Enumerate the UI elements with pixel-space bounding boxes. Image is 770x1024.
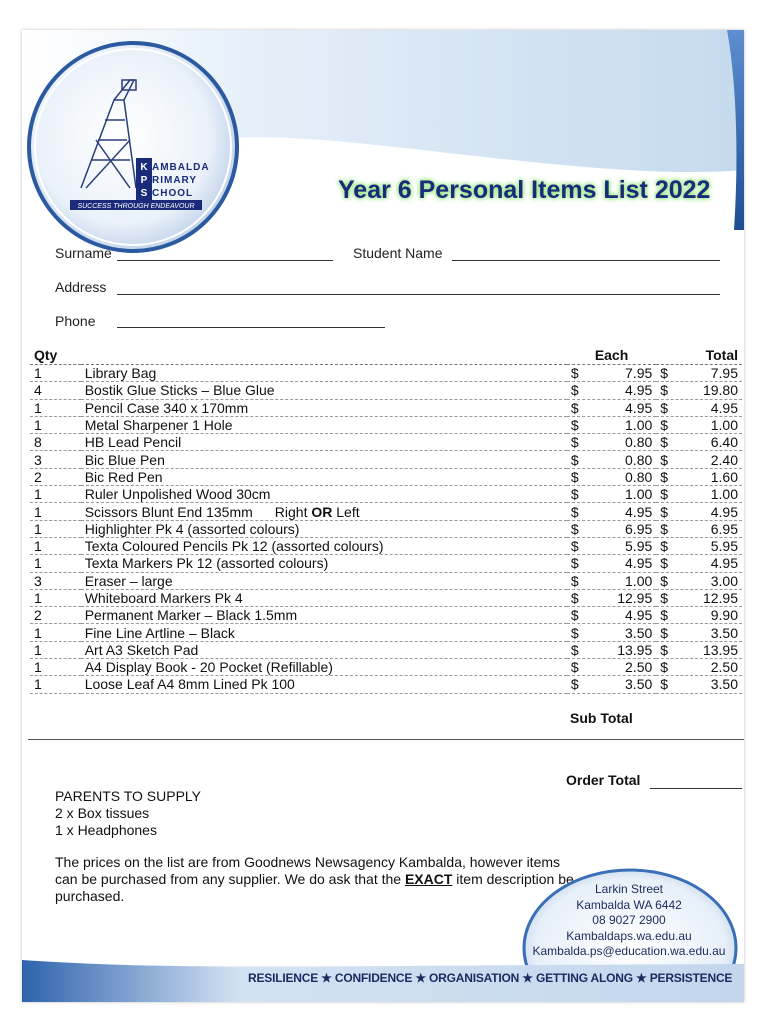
currency-symbol: $ xyxy=(570,520,579,537)
svg-text:K: K xyxy=(140,162,148,173)
item-each xyxy=(567,537,656,554)
logo-tagline: SUCCESS THROUGH ENDEAVOUR xyxy=(77,203,195,210)
item-qty: 8 xyxy=(30,434,81,451)
amount: 2.50 xyxy=(710,659,738,676)
value-organisation: ORGANISATION xyxy=(429,971,520,985)
item-description: HB Lead Pencil xyxy=(81,434,567,451)
svg-text:CHOOL: CHOOL xyxy=(152,188,194,199)
currency-symbol: $ xyxy=(570,659,579,676)
contact-details xyxy=(526,882,732,960)
table-row xyxy=(30,641,742,658)
item-total xyxy=(656,607,742,624)
phone-field[interactable] xyxy=(117,327,385,328)
value-persistence: PERSISTENCE xyxy=(649,971,733,985)
item-qty: 3 xyxy=(30,572,81,589)
table-row xyxy=(30,468,742,485)
item-each xyxy=(567,520,656,537)
currency-symbol: $ xyxy=(570,486,579,503)
table-row xyxy=(30,365,742,382)
item-each xyxy=(567,434,656,451)
currency-symbol: $ xyxy=(570,555,579,572)
star-icon: ★ xyxy=(415,971,426,985)
currency-symbol: $ xyxy=(570,365,579,382)
currency-symbol: $ xyxy=(660,382,669,399)
amount: 3.50 xyxy=(710,624,738,641)
item-each xyxy=(567,555,656,572)
item-qty: 1 xyxy=(30,416,81,433)
item-total xyxy=(656,659,742,676)
item-description: Bic Red Pen xyxy=(81,468,567,485)
table-row xyxy=(30,486,742,503)
table-row xyxy=(30,676,742,693)
amount: 3.50 xyxy=(625,624,653,641)
currency-symbol: $ xyxy=(660,486,669,503)
parents-supply-item: 2 x Box tissues xyxy=(55,805,150,821)
order-total-label: Order Total xyxy=(566,772,641,788)
amount: 4.95 xyxy=(625,607,653,624)
amount: 1.60 xyxy=(710,468,738,485)
amount: 13.95 xyxy=(702,641,738,658)
amount: 4.95 xyxy=(625,382,653,399)
currency-symbol: $ xyxy=(660,468,669,485)
amount: 0.80 xyxy=(625,451,653,468)
table-row xyxy=(30,624,742,641)
header-qty: Qty xyxy=(30,346,81,365)
student-name-label: Student Name xyxy=(353,245,443,261)
footer-values xyxy=(248,971,732,985)
item-qty: 1 xyxy=(30,399,81,416)
item-description: A4 Display Book - 20 Pocket (Refillable) xyxy=(81,659,567,676)
header-item xyxy=(81,346,567,365)
item-description: Library Bag xyxy=(81,365,567,382)
svg-text:AMBALDA: AMBALDA xyxy=(152,162,210,173)
item-each xyxy=(567,572,656,589)
table-row xyxy=(30,572,742,589)
item-total xyxy=(656,399,742,416)
document-page xyxy=(22,30,744,1002)
currency-symbol: $ xyxy=(660,538,669,555)
student-name-field[interactable] xyxy=(452,260,720,261)
parents-supply-item: 1 x Headphones xyxy=(55,822,157,838)
currency-symbol: $ xyxy=(570,624,579,641)
table-row xyxy=(30,399,742,416)
amount: 12.95 xyxy=(617,590,653,606)
currency-symbol: $ xyxy=(570,607,579,624)
item-each xyxy=(567,676,656,693)
subtotal-label: Sub Total xyxy=(570,710,633,726)
item-each xyxy=(567,607,656,624)
item-each xyxy=(567,382,656,399)
item-description: Art A3 Sketch Pad xyxy=(81,641,567,658)
amount: 3.00 xyxy=(710,572,738,589)
amount: 0.80 xyxy=(625,468,653,485)
currency-symbol: $ xyxy=(570,382,579,399)
item-description: Texta Markers Pk 12 (assorted colours) xyxy=(81,555,567,572)
currency-symbol: $ xyxy=(570,676,579,693)
item-description: Eraser – large xyxy=(81,572,567,589)
item-description: Loose Leaf A4 8mm Lined Pk 100 xyxy=(81,676,567,693)
item-qty: 2 xyxy=(30,468,81,485)
currency-symbol: $ xyxy=(570,417,579,434)
contact-website[interactable]: Kambaldaps.wa.edu.au xyxy=(566,928,692,943)
svg-text:S: S xyxy=(140,188,148,199)
items-table xyxy=(30,346,742,694)
header-total: Total xyxy=(656,346,742,365)
item-each xyxy=(567,624,656,641)
item-qty: 1 xyxy=(30,624,81,641)
amount: 6.95 xyxy=(625,520,653,537)
amount: 4.95 xyxy=(625,503,653,520)
item-qty: 1 xyxy=(30,537,81,554)
header-each: Each xyxy=(567,346,656,365)
item-description: Fine Line Artline – Black xyxy=(81,624,567,641)
star-icon: ★ xyxy=(522,971,533,985)
svg-text:RIMARY: RIMARY xyxy=(152,175,198,186)
value-confidence: CONFIDENCE xyxy=(334,971,413,985)
order-total-field[interactable] xyxy=(650,788,742,789)
item-qty: 1 xyxy=(30,503,81,520)
amount: 1.00 xyxy=(625,417,653,434)
parents-supply-heading: PARENTS TO SUPPLY xyxy=(55,788,202,804)
amount: 0.80 xyxy=(625,434,653,451)
item-total xyxy=(656,503,742,520)
value-resilience: RESILIENCE xyxy=(248,971,319,985)
amount: 1.00 xyxy=(625,486,653,503)
amount: 5.95 xyxy=(710,538,738,555)
currency-symbol: $ xyxy=(660,624,669,641)
currency-symbol: $ xyxy=(570,503,579,520)
table-row xyxy=(30,451,742,468)
item-qty: 1 xyxy=(30,365,81,382)
item-total xyxy=(656,382,742,399)
item-total xyxy=(656,434,742,451)
amount: 4.95 xyxy=(625,555,653,572)
school-logo xyxy=(26,40,241,255)
parents-supply xyxy=(55,788,201,839)
currency-symbol: $ xyxy=(660,520,669,537)
contact-suburb: Kambalda WA 6442 xyxy=(576,897,682,912)
item-total xyxy=(656,486,742,503)
surname-label: Surname xyxy=(55,245,112,261)
amount: 2.40 xyxy=(710,451,738,468)
exact-emphasis: EXACT xyxy=(404,871,453,887)
item-total xyxy=(656,537,742,554)
item-each xyxy=(567,486,656,503)
table-row xyxy=(30,382,742,399)
item-qty: 1 xyxy=(30,589,81,606)
amount: 2.50 xyxy=(625,659,653,676)
item-qty: 1 xyxy=(30,659,81,676)
currency-symbol: $ xyxy=(660,365,669,382)
value-getting-along: GETTING ALONG xyxy=(535,971,633,985)
address-field[interactable] xyxy=(117,294,720,295)
amount: 1.00 xyxy=(710,486,738,503)
currency-symbol: $ xyxy=(570,451,579,468)
contact-street: Larkin Street xyxy=(594,882,664,896)
item-each xyxy=(567,416,656,433)
currency-symbol: $ xyxy=(570,434,579,451)
phone-label: Phone xyxy=(55,313,96,329)
currency-symbol: $ xyxy=(570,399,579,416)
item-description: Pencil Case 340 x 170mm xyxy=(81,399,567,416)
table-row xyxy=(30,434,742,451)
item-each xyxy=(567,659,656,676)
amount: 7.95 xyxy=(625,365,653,382)
item-qty: 1 xyxy=(30,520,81,537)
item-total xyxy=(656,572,742,589)
items-body xyxy=(30,365,742,694)
item-qty: 1 xyxy=(30,486,81,503)
currency-symbol: $ xyxy=(570,572,579,589)
divider xyxy=(28,739,744,740)
table-row xyxy=(30,555,742,572)
item-description: Bic Blue Pen xyxy=(81,451,567,468)
item-total xyxy=(656,468,742,485)
table-row xyxy=(30,589,742,606)
item-each xyxy=(567,503,656,520)
currency-symbol: $ xyxy=(660,676,669,693)
currency-symbol: $ xyxy=(660,451,669,468)
item-description: Permanent Marker – Black 1.5mm xyxy=(81,607,567,624)
contact-phone: 08 9027 2900 xyxy=(592,913,666,927)
item-qty: 1 xyxy=(30,555,81,572)
table-row xyxy=(30,659,742,676)
item-description: Ruler Unpolished Wood 30cm xyxy=(81,486,567,503)
amount: 13.95 xyxy=(617,641,653,658)
currency-symbol: $ xyxy=(570,468,579,485)
table-row xyxy=(30,607,742,624)
table-row xyxy=(30,416,742,433)
item-total xyxy=(656,520,742,537)
item-each xyxy=(567,589,656,606)
item-qty: 1 xyxy=(30,676,81,693)
item-total xyxy=(656,641,742,658)
star-icon: ★ xyxy=(636,971,647,985)
table-row xyxy=(30,520,742,537)
currency-symbol: $ xyxy=(660,434,669,451)
price-note: The prices on the list are from Goodnews Newsagency Kambalda, however items can be purchased from any supplier. We do ask that the EXACT item description be purchased. xyxy=(55,854,574,904)
item-description: Highlighter Pk 4 (assorted colours) xyxy=(81,520,567,537)
page-title: Year 6 Personal Items List 2022 xyxy=(338,176,711,204)
contact-email[interactable]: Kambalda.ps@education.wa.edu.au xyxy=(532,944,726,958)
amount: 4.95 xyxy=(710,399,738,416)
amount: 12.95 xyxy=(702,590,738,606)
item-each xyxy=(567,399,656,416)
item-total xyxy=(656,589,742,606)
currency-symbol: $ xyxy=(660,659,669,676)
currency-symbol: $ xyxy=(660,607,669,624)
amount: 3.50 xyxy=(625,676,653,693)
item-description: Metal Sharpener 1 Hole xyxy=(81,416,567,433)
currency-symbol: $ xyxy=(570,641,579,658)
item-each xyxy=(567,451,656,468)
item-qty: 1 xyxy=(30,641,81,658)
item-total xyxy=(656,555,742,572)
item-total xyxy=(656,416,742,433)
amount: 3.50 xyxy=(710,676,738,693)
amount: 5.95 xyxy=(625,538,653,555)
currency-symbol: $ xyxy=(660,590,669,606)
currency-symbol: $ xyxy=(660,572,669,589)
item-total xyxy=(656,451,742,468)
amount: 4.95 xyxy=(625,399,653,416)
currency-symbol: $ xyxy=(660,417,669,434)
item-total xyxy=(656,365,742,382)
amount: 1.00 xyxy=(710,417,738,434)
address-label: Address xyxy=(55,279,107,295)
currency-symbol: $ xyxy=(660,555,669,572)
surname-field[interactable] xyxy=(117,260,333,261)
item-qty: 3 xyxy=(30,451,81,468)
table-row xyxy=(30,503,742,520)
amount: 4.95 xyxy=(710,503,738,520)
amount: 7.95 xyxy=(710,365,738,382)
amount: 1.00 xyxy=(625,572,653,589)
amount: 6.95 xyxy=(710,520,738,537)
table-header-row xyxy=(30,346,742,365)
item-description: Texta Coloured Pencils Pk 12 (assorted colours) xyxy=(81,537,567,554)
item-total xyxy=(656,624,742,641)
currency-symbol: $ xyxy=(570,590,579,606)
item-each xyxy=(567,641,656,658)
item-total xyxy=(656,676,742,693)
amount: 4.95 xyxy=(710,555,738,572)
svg-text:P: P xyxy=(140,175,148,186)
currency-symbol: $ xyxy=(660,399,669,416)
item-qty: 4 xyxy=(30,382,81,399)
star-icon: ★ xyxy=(321,971,332,985)
amount: 19.80 xyxy=(702,382,738,399)
item-each xyxy=(567,365,656,382)
currency-symbol: $ xyxy=(660,503,669,520)
currency-symbol: $ xyxy=(660,641,669,658)
currency-symbol: $ xyxy=(570,538,579,555)
item-each xyxy=(567,468,656,485)
item-qty: 2 xyxy=(30,607,81,624)
amount: 9.90 xyxy=(710,607,738,624)
table-row xyxy=(30,537,742,554)
item-description: Bostik Glue Sticks – Blue Glue xyxy=(81,382,567,399)
amount: 6.40 xyxy=(710,434,738,451)
item-description: Scissors Blunt End 135mm Right OR Left xyxy=(81,503,567,520)
item-description: Whiteboard Markers Pk 4 xyxy=(81,589,567,606)
